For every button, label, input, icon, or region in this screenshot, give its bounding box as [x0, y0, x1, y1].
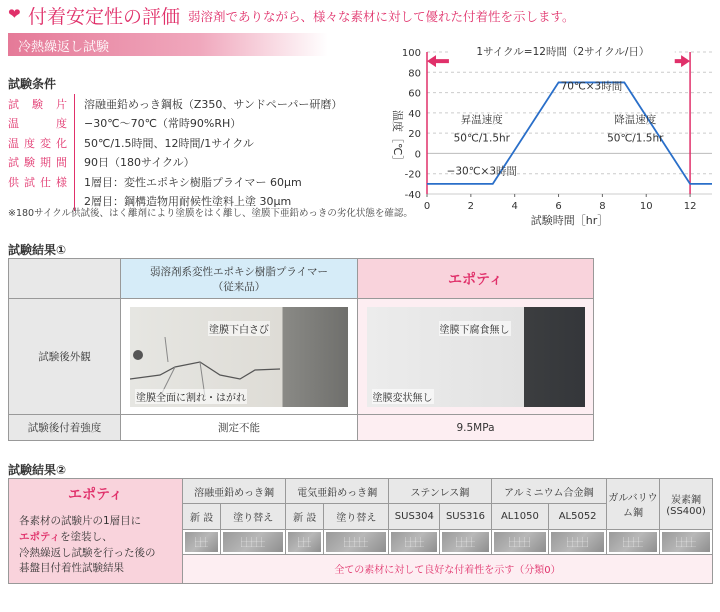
heart-icon: ❤	[8, 5, 21, 23]
result1-title: 試験結果①	[8, 243, 67, 257]
test-swatch	[324, 529, 389, 554]
test-swatch	[607, 529, 660, 554]
brand-inline: エポティ	[19, 530, 61, 543]
material-group: 溶融亜鉛めっき鋼	[183, 479, 286, 504]
row-label-appearance: 試験後外観	[9, 299, 121, 415]
x-axis-label: 試験時間［hr］	[530, 214, 609, 227]
test-swatch	[660, 529, 713, 554]
test-swatch	[491, 529, 549, 554]
annotation-bottom: −30℃×3時間	[446, 165, 518, 178]
annotation-top: 70℃×3時間	[560, 80, 623, 93]
annotation-fall-rate: 50℃/1.5hr	[607, 132, 664, 145]
footnote: ※180サイクル供試後、はく離剤により塗膜をはく離し、塗膜下亜鉛めっきの劣化状態を確認。	[8, 208, 413, 219]
result2-title: 試験結果②	[8, 463, 67, 477]
brand-label: エポティ	[68, 487, 123, 503]
material-sub: SUS316	[440, 504, 491, 529]
material-group: アルミニウム合金鋼	[491, 479, 606, 504]
condition-value: 1層目：変性エポキシ樹脂プライマー 60μm	[74, 172, 302, 192]
result2-table	[8, 478, 713, 584]
y-tick-label: 80	[408, 68, 421, 80]
result1-table	[8, 258, 594, 441]
test-swatch	[183, 529, 221, 554]
condition-label: 試験片	[8, 97, 68, 111]
desc-line: 各素材の試験片の1層目に	[19, 515, 142, 527]
corner-cell	[9, 259, 121, 299]
photo-label: 塗膜全面に割れ・はがれ	[135, 389, 247, 404]
epoty-description-cell	[9, 479, 183, 584]
conventional-name: 弱溶剤系変性エポキシ樹脂プライマー	[149, 265, 329, 278]
page-subtitle: 弱溶剤でありながら、様々な素材に対して優れた付着性を示します。	[188, 9, 575, 24]
strength-conventional: 測定不能	[121, 415, 358, 441]
carbon-name: 炭素鋼	[671, 494, 701, 506]
conditions-list	[8, 94, 342, 211]
photo-label: 塗膜変状無し	[372, 389, 434, 404]
header-conventional	[121, 259, 358, 299]
material-sub: 塗り替え	[221, 504, 286, 529]
page-title: 付着安定性の評価	[28, 6, 181, 28]
photo-cell-conventional	[121, 299, 358, 415]
condition-label: 試験期間	[8, 156, 68, 170]
condition-value: 溶融亜鉛めっき鋼板（Z350、サンドペーパー研磨）	[74, 94, 342, 114]
condition-row	[8, 172, 342, 192]
material-sub: 塗り替え	[324, 504, 389, 529]
epoty-photo	[367, 307, 585, 407]
x-tick-label: 6	[555, 201, 562, 212]
test-swatch	[286, 529, 324, 554]
condition-row	[8, 94, 342, 114]
x-tick-label: 8	[599, 201, 606, 212]
condition-value: 50℃/1.5時間、12時間/1サイクル	[74, 133, 254, 153]
condition-value: 2層目：鋼構造物用耐候性塗料上塗 30μm	[74, 192, 291, 212]
header-epoty: エポティ	[358, 259, 594, 299]
section-band: 冷熱繰返し試験	[8, 33, 328, 56]
material-group: 電気亜鉛めっき鋼	[286, 479, 389, 504]
condition-row	[8, 133, 342, 153]
material-sub: AL1050	[491, 504, 549, 529]
material-sub: SUS304	[389, 504, 440, 529]
annotation-rise-rate: 50℃/1.5hr	[453, 132, 510, 145]
material-sub: 新 設	[286, 504, 324, 529]
y-tick-label: 20	[408, 129, 421, 141]
test-swatch	[221, 529, 286, 554]
material-carbon	[660, 479, 713, 530]
temperature-cycle-chart	[380, 40, 720, 230]
test-swatch	[389, 529, 440, 554]
y-tick-label: -20	[404, 169, 421, 181]
strength-epoty: 9.5MPa	[358, 415, 594, 441]
conventional-photo	[130, 307, 348, 407]
carbon-grade: (SS400)	[666, 505, 706, 517]
material-group: ステンレス鋼	[389, 479, 491, 504]
desc-line	[19, 530, 172, 546]
conclusion: 全ての素材に対して良好な付着性を示す（分類0）	[183, 554, 713, 583]
photo-label: 塗膜下腐食無し	[439, 321, 511, 336]
annotation-rise: 昇温速度	[460, 114, 503, 126]
x-tick-label: 12	[683, 201, 697, 212]
condition-label: 温度変化	[8, 136, 68, 150]
material-sub: 新 設	[183, 504, 221, 529]
y-tick-label: 0	[414, 149, 421, 161]
material-sub: AL5052	[549, 504, 607, 529]
photo-label: 塗膜下白さび	[208, 321, 270, 336]
x-tick-label: 10	[639, 201, 653, 212]
photo-cell-epoty	[358, 299, 594, 415]
condition-label: 温度	[8, 117, 68, 131]
y-tick-label: 100	[401, 48, 421, 59]
desc-line: 冷熱繰返し試験を行った後の	[19, 546, 156, 559]
condition-row	[8, 114, 342, 134]
desc-text: を塗装し、	[60, 530, 113, 543]
conditions-title: 試験条件	[8, 77, 57, 91]
x-tick-label: 4	[511, 201, 518, 212]
condition-value: −30℃〜70℃（常時90%RH）	[74, 114, 241, 134]
conventional-note: （従来品）	[212, 280, 266, 293]
row-label-strength: 試験後付着強度	[9, 415, 121, 441]
condition-label: 供試仕様	[8, 175, 68, 189]
material-galvalume: ガルバリウム鋼	[607, 479, 660, 530]
annotation-fall: 降温速度	[614, 114, 657, 126]
y-tick-label: 60	[408, 88, 421, 100]
cycle-label: 1サイクル=12時間（2サイクル/日）	[476, 46, 650, 59]
y-tick-label: 40	[408, 108, 421, 120]
y-axis-label: 温度［℃］	[391, 110, 404, 167]
x-tick-label: 2	[467, 201, 475, 212]
x-tick-label: 0	[423, 201, 431, 212]
y-tick-label: -40	[404, 190, 421, 201]
test-swatch	[549, 529, 607, 554]
test-swatch	[440, 529, 491, 554]
condition-value: 90日（180サイクル）	[74, 153, 195, 173]
condition-row	[8, 153, 342, 173]
desc-line: 碁盤目付着性試験結果	[19, 562, 124, 575]
